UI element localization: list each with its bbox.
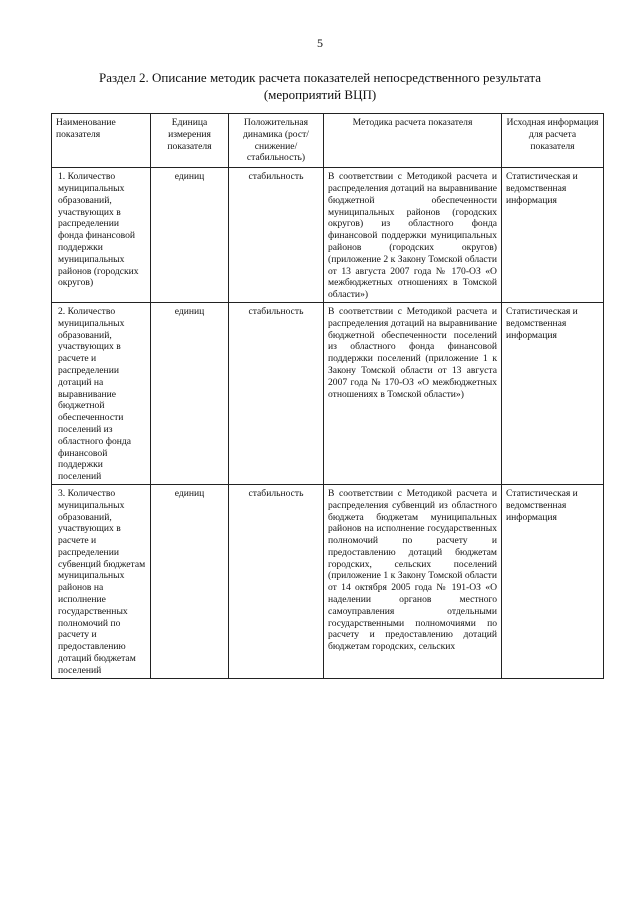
row-3-unit: единиц xyxy=(151,484,229,678)
table-row xyxy=(52,484,604,678)
indicators-table xyxy=(51,113,604,679)
row-3-name-text: 3. Количество муниципальных образований, участвующих в расчете и распределении субвенций бюджетам муниципальных районов на исполнение государственных полномочий по расчету и предоставлению дотаций бюджетам поселений xyxy=(58,487,146,676)
section-title xyxy=(40,69,600,103)
section-title-line-1: Раздел 2. Описание методик расчета показателей непосредственного результата xyxy=(99,70,541,85)
row-1-name-text: 1. Количество муниципальных образований, участвующих в распределении фонда финансовой поддержки муниципальных районов (городских округов) xyxy=(58,171,139,289)
header-dynamics: Положительная динамика (рост/ снижение/ стабильность) xyxy=(229,114,324,168)
row-3-name xyxy=(52,484,151,678)
row-3-dynamics: стабильность xyxy=(229,484,324,678)
row-1-source: Статистическая и ведомственная информация xyxy=(502,168,604,303)
row-2-source: Статистическая и ведомственная информация xyxy=(502,302,604,484)
table-row xyxy=(52,168,604,303)
row-3-method: В соответствии с Методикой расчета и распределения субвенций из областного бюджета бюджетам муниципальных районов на исполнение государственных полномочий по расчету и предоставлению дотаций бюджетам городских, сельских поселений (приложение 1 к Закону Томской области от 14 октября 2005 года № 191-ОЗ «О наделении органов местного самоуправления отдельными государственными полномочиями по расчету и предоставлению дотаций бюджетам городских, сельских xyxy=(324,484,502,678)
header-source: Исходная информация для расчета показателя xyxy=(502,114,604,168)
page-number: 5 xyxy=(317,36,323,50)
header-unit: Единица измерения показателя xyxy=(151,114,229,168)
table-row xyxy=(52,302,604,484)
row-2-unit: единиц xyxy=(151,302,229,484)
table-header-row xyxy=(52,114,604,168)
row-1-name xyxy=(52,168,151,303)
row-2-name xyxy=(52,302,151,484)
section-title-line-2: (мероприятий ВЦП) xyxy=(263,87,377,102)
row-1-unit: единиц xyxy=(151,168,229,303)
row-1-method: В соответствии с Методикой расчета и распределения дотаций на выравнивание бюджетной обеспеченности муниципальных районов (городских округов) из областного фонда финансовой поддержки муниципальных районов (городских округов) (приложение 2 к Закону Томской области от 13 августа 2007 года № 170-ОЗ «О межбюджетных отношениях в Томской области») xyxy=(324,168,502,303)
row-2-name-text: 2. Количество муниципальных образований, участвующих в расчете и распределении дотаций на выравнивание бюджетной обеспеченности поселений из областного фонда финансовой поддержки поселений xyxy=(58,305,132,483)
header-indicator-name: Наименование показателя xyxy=(52,114,151,168)
row-3-source: Статистическая и ведомственная информация xyxy=(502,484,604,678)
row-2-dynamics: стабильность xyxy=(229,302,324,484)
row-2-method: В соответствии с Методикой расчета и распределения дотаций на выравнивание бюджетной обеспеченности поселений из областного фонда финансовой поддержки поселений (приложение 1 к Закону Томской области от 13 августа 2007 года № 170-ОЗ «О межбюджетных отношениях в Томской области») xyxy=(324,302,502,484)
row-1-dynamics: стабильность xyxy=(229,168,324,303)
header-method: Методика расчета показателя xyxy=(324,114,502,168)
